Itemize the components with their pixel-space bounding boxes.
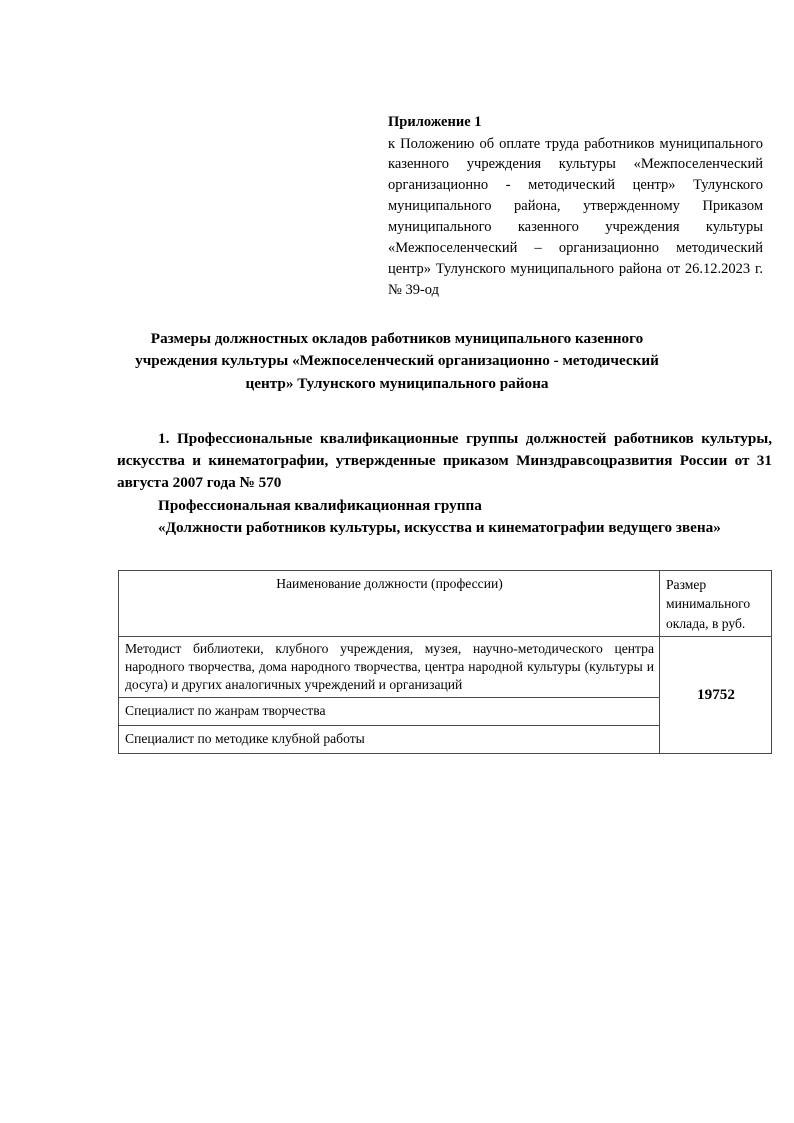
position-name-cell: Методист библиотеки, клубного учреждения, музея, научно-методического центра народного творчества, дома народного творчества, центра народной культуры (культуры и досуга) и других аналогичных учреждений и организаций xyxy=(119,636,660,697)
section-paragraph-1: 1. Профессиональные квалификационные группы должностей работников культуры, искусства и кинематографии, утвержденные приказом Минздравсоцразвития России от 31 августа 2007 года № 570 xyxy=(117,430,772,492)
qualification-group-label: Профессиональная квалификационная группа xyxy=(158,496,482,514)
page-title: Размеры должностных окладов работников муниципального казенного учреждения культуры «Межпоселенческий организационно - методический центр» Тулунского муниципального района xyxy=(135,330,659,392)
table-row xyxy=(119,636,772,697)
position-name-cell: Специалист по методике клубной работы xyxy=(119,725,660,753)
table-header-row xyxy=(119,571,772,637)
column-header-position-name: Наименование должности (профессии) xyxy=(119,571,660,637)
body-content xyxy=(117,428,772,539)
appendix-header-block xyxy=(388,112,763,301)
minimum-salary-value: 19752 xyxy=(660,636,772,753)
column-header-minimum-salary: Размер минимального оклада, в руб. xyxy=(660,571,772,637)
appendix-title: Приложение 1 xyxy=(388,114,482,130)
qualification-group-name: «Должности работников культуры, искусства и кинематографии ведущего звена» xyxy=(158,518,721,536)
appendix-reference-text: к Положению об оплате труда работников муниципального казенного учреждения культуры «Межпоселенческий организационно - методический центр» Тулунского муниципального района, утвержденному Приказом муниципального казенного учреждения культуры «Межпоселенческий – организационно методический центр» Тулунского муниципального района от 26.12.2023 г. № 39-од xyxy=(388,135,763,298)
position-name-cell: Специалист по жанрам творчества xyxy=(119,697,660,725)
salary-table xyxy=(118,570,772,754)
